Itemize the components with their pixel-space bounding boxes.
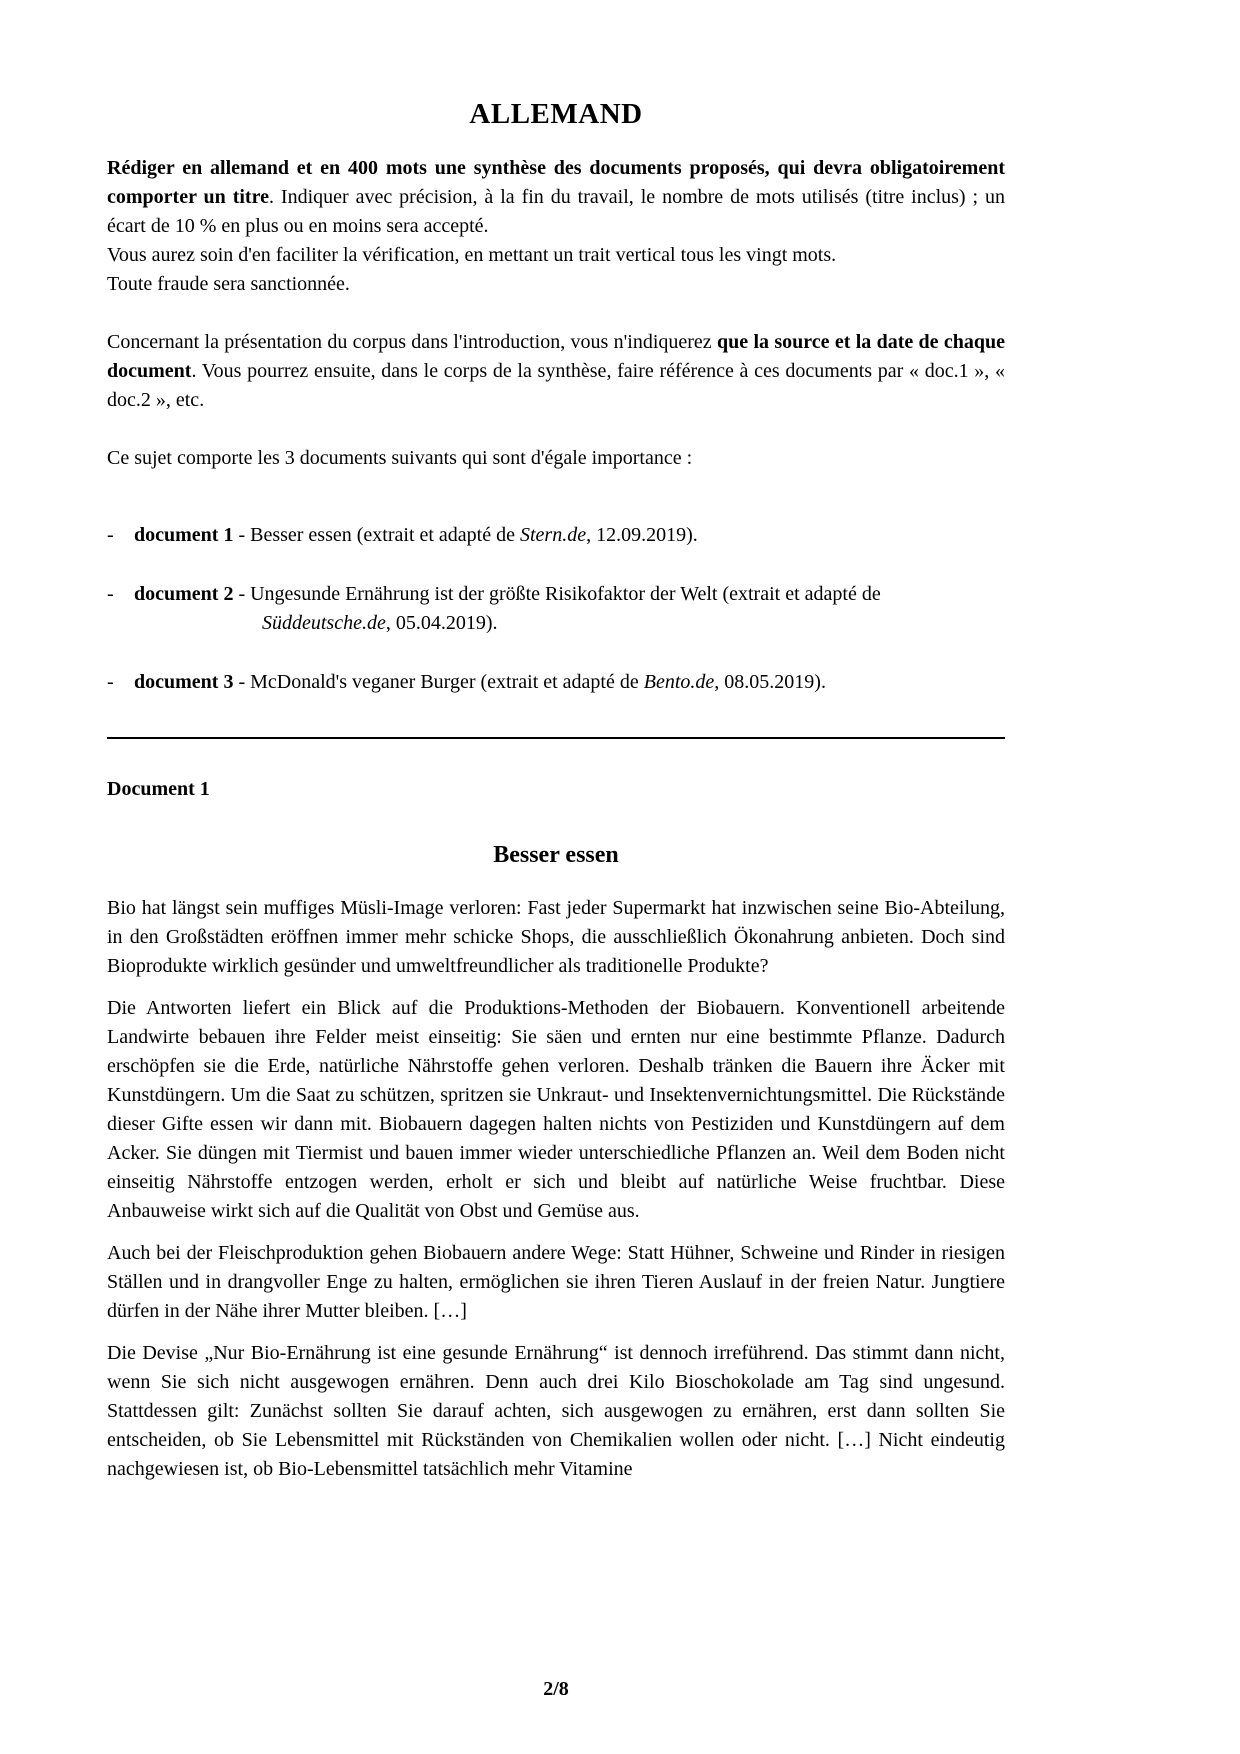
- instruction-normal-run: . Vous pourrez ensuite, dans le corps de la synthèse, faire référence à ces documents par « doc.1 », « doc.2 », etc.: [107, 360, 1005, 411]
- instructions-line-2: Vous aurez soin d'en faciliter la vérification, en mettant un trait vertical tous les vingt mots.: [107, 244, 837, 266]
- instructions-paragraph-1: [107, 154, 1005, 299]
- document-list-item-1: [107, 521, 1005, 550]
- document-label: document 2: [134, 583, 234, 605]
- document-description: - Ungesunde Ernährung ist der größte Risikofaktor der Welt (extrait et adapté de: [233, 583, 881, 605]
- document1-paragraph-3: Auch bei der Fleischproduktion gehen Biobauern andere Wege: Statt Hühner, Schweine und Rinder in riesigen Ställen und in drangvoller Enge zu halten, ermöglichen sie ihren Tieren Auslauf in der freien Natur. Jungtiere dürfen in der Nähe ihrer Mutter bleiben. […]: [107, 1242, 1005, 1322]
- list-dash: -: [107, 671, 114, 693]
- document1-paragraph-1: Bio hat längst sein muffiges Müsli-Image verloren: Fast jeder Supermarkt hat inzwischen seine Bio-Abteilung, in den Großstädten eröffnen immer mehr schicke Shops, die ausschließlich Ökonahrung anbieten. Doch sind Bioprodukte wirklich gesünder und umweltfreundlicher als traditionelle Produkte?: [107, 897, 1005, 977]
- instructions-line-3: Toute fraude sera sanctionnée.: [107, 273, 350, 295]
- document-list-item-2: [107, 580, 1005, 638]
- document1-paragraph-4: Die Devise „Nur Bio-Ernährung ist eine gesunde Ernährung“ ist dennoch irreführend. Das stimmt dann nicht, wenn Sie sich nicht ausgewogen ernähren. Denn auch drei Kilo Bioschokolade am Tag sind ungesund. Stattdessen gilt: Zunächst sollten Sie darauf achten, sich ausgewogen zu ernähren, erst dann sollten Sie entscheiden, ob Sie Lebensmittel mit Rückständen von Chemikalien wollen oder nicht. […] Nicht eindeutig nachgewiesen ist, ob Bio-Lebensmittel tatsächlich mehr Vitamine: [107, 1342, 1005, 1480]
- document-label: document 3: [134, 671, 234, 693]
- document-description: - McDonald's veganer Burger (extrait et adapté de: [233, 671, 644, 693]
- document-list-item-text: [134, 521, 1005, 550]
- document-source: Süddeutsche.de: [262, 612, 386, 634]
- document-list-item-text: [134, 668, 1005, 697]
- document1-title: Besser essen: [493, 842, 619, 868]
- document-source: Stern.de: [520, 524, 587, 546]
- document-list-item-text: [134, 580, 1005, 638]
- instruction-bold-run: que la source et la date de chaque document: [107, 331, 1006, 382]
- document-date: , 12.09.2019).: [586, 524, 698, 546]
- list-dash: -: [107, 524, 114, 546]
- document-date: , 08.05.2019).: [714, 671, 826, 693]
- section-divider: [107, 737, 1005, 739]
- page-title: ALLEMAND: [469, 98, 643, 130]
- document-source: Bento.de: [643, 671, 715, 693]
- instructions-line-main: [107, 154, 1005, 241]
- document1-label: Document 1: [107, 778, 210, 800]
- instructions-paragraph-2: [107, 328, 1005, 415]
- document-description: - Besser essen (extrait et adapté de: [233, 524, 520, 546]
- instructions-paragraph-3: Ce sujet comporte les 3 documents suivants qui sont d'égale importance :: [107, 447, 693, 469]
- instruction-bold-run: Rédiger en allemand et en 400 mots une synthèse des documents proposés, qui devra obligatoirement comporter un titre: [107, 157, 1005, 208]
- document1-paragraph-2: Die Antworten liefert ein Blick auf die Produktions-Methoden der Biobauern. Konventionell arbeitende Landwirte bebauen ihre Felder meist einseitig: Sie säen und ernten nur eine bestimmte Pflanze. Dadurch erschöpfen sie die Erde, natürliche Nährstoffe gehen verloren. Deshalb tränken die Bauern ihre Äcker mit Kunstdüngern. Um die Saat zu schützen, spritzen sie Unkraut- und Insektenvernichtungsmittel. Die Rückstände dieser Gifte essen wir dann mit. Biobauern dagegen halten nichts von Pestiziden und Kunstdüngern auf dem Acker. Sie düngen mit Tiermist und bauen immer wieder unterschiedliche Pflanzen an. Weil dem Boden nicht einseitig Nährstoffe entzogen werden, erholt er sich und bleibt auf natürliche Weise fruchtbar. Diese Anbauweise wirkt sich auf die Qualität von Obst und Gemüse aus.: [107, 997, 1005, 1222]
- document-list-item-3: [107, 668, 1005, 697]
- document-label: document 1: [134, 524, 234, 546]
- list-dash: -: [107, 583, 114, 605]
- document-date: , 05.04.2019).: [385, 612, 498, 634]
- instruction-normal-run: Concernant la présentation du corpus dans l'introduction, vous n'indiquerez: [107, 331, 717, 353]
- instruction-normal-run: . Indiquer avec précision, à la fin du travail, le nombre de mots utilisés (titre inclus) ; un écart de 10 % en plus ou en moins sera accepté.: [107, 186, 1006, 237]
- page-number: 2/8: [543, 1678, 569, 1700]
- documents-list: [107, 521, 1005, 697]
